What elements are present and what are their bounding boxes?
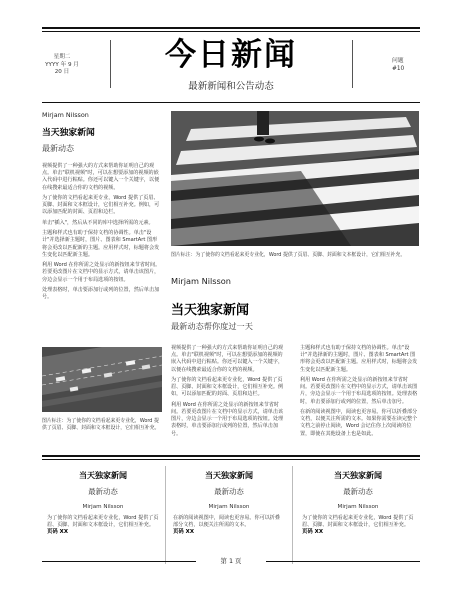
date-line: YYYY 年 9 月 <box>45 61 79 68</box>
highway-photo-caption: 图片标注：为了使你的文档看起来更专业化，Word 提供了页眉、页脚、封面和文本框设计，它们相互补充。 <box>42 418 160 431</box>
masthead-top-rule-thin <box>42 31 420 32</box>
crosswalk-photo-caption: 图片标注：为了使你的文档看起来更专业化，Word 提供了页眉、页脚、封面和文本框设计，它们相互补充。 <box>171 252 406 258</box>
lead-subhead: 最新动态 <box>42 144 74 153</box>
lead-body <box>42 163 162 301</box>
news-card-2 <box>173 470 285 537</box>
card-subhead: 最新动态 <box>214 487 244 496</box>
paragraph: 视频提供了一种强大的方式来帮助你证明自己的观点。单击"联机视频"时，可以在想要添加的视频的嵌入代码中进行粘贴。你还可以键入一个关键字，以便在线搜索最适合你的文档的视频。 <box>171 345 284 373</box>
bottom-section-rule-thin <box>42 459 420 460</box>
card-body: 在新的阅读视图中，阅读也更容易。你可以折叠部分文档，以便关注所需的文本。 <box>173 515 280 529</box>
card-body: 为了使你的文档看起来更专业化，Word 提供了页眉、页脚、封面和文本框设计，它们相互补充。 <box>47 515 159 529</box>
card-headline: 当天独家新闻 <box>334 471 382 480</box>
lead-headline: 当天独家新闻 <box>42 128 95 138</box>
issue-value: #10 <box>392 65 405 72</box>
newsletter-subtitle: 最新新闻和公告动态 <box>188 81 274 92</box>
feature-headline: 当天独家新闻 <box>171 303 250 318</box>
lead-story <box>42 111 162 305</box>
paragraph: 为了使你的文档看起来更专业，Word 提供了页眉、页脚、封面和文本框设计，它们相互补充。例如，可以添加匹配的封面、页眉和边栏。 <box>42 195 160 216</box>
card-author: Mirjam Nilsson <box>208 504 250 510</box>
paragraph: 在新的阅读视图中，阅读也更容易。你可以折叠部分文档，以便关注所需的文本。如果你需要在读完整个文档之前停止阅读，Word 会记住你上次阅读的位置，即使在其他设备上也是如此。 <box>300 409 418 437</box>
card-page-ref: 页码 XX <box>47 529 68 536</box>
masthead-top-rule <box>42 27 420 29</box>
paragraph: 视频提供了一种强大的方式来帮助你证明自己的观点。单击"联机视频"时，可以在想要添加的视频的嵌入代码中进行粘贴。你还可以键入一个关键字，以便在线搜索最适合你的文档的视频。 <box>42 163 160 191</box>
feature-column-1 <box>171 345 286 441</box>
highway-photo <box>42 347 162 412</box>
card-author: Mirjam Nilsson <box>82 504 124 510</box>
masthead-bottom-rule <box>42 102 420 103</box>
masthead-left-divider <box>110 40 111 88</box>
lead-author: Mirjam Nilsson <box>42 111 89 119</box>
news-card-3 <box>302 470 414 537</box>
paragraph: 主题和样式也有助于保持文档的协调性。单击"设计"并选择新的主题时，图片、图表和 SmartArt 图形将会更改以匹配新主题。应用样式时，标题将会发生变化以匹配新主题。 <box>300 345 418 373</box>
paragraph: 利用 Word 在你所需之处显示的新按钮来节省时间。若要更改图片在文档中的显示方式，请单击该图片，旁边会显示一个用于布局选项的按钮。处理表格时，单击要添加行或列的位置，然后单击加号。 <box>300 377 418 405</box>
card-author: Mirjam Nilsson <box>337 504 379 510</box>
issue-label: 问题 <box>392 58 404 64</box>
paragraph: 为了使你的文档看起来更专业化，Word 提供了页眉、页脚、封面和文本框设计，它们相互补充。例如，可以添加匹配的封面、页眉和边栏。 <box>171 377 284 398</box>
day-number: 20 日 <box>54 69 70 76</box>
card-page-ref: 页码 XX <box>302 529 323 536</box>
card-body: 为了使你的文档看起来更专业化，Word 提供了页眉、页脚、封面和文本框设计，它们相互补充。 <box>302 515 414 529</box>
paragraph: 利用 Word 在你所需之处显示的新按钮来节省时间。若要更改图片在文档中的显示方式，请单击该图片，旁边会显示一个用于布局选项的按钮。处理表格时，单击要添加行或列的位置，然后单击加号。 <box>171 401 284 437</box>
feature-subhead: 最新动态帮你度过一天 <box>171 321 253 331</box>
card-divider-1 <box>165 466 166 564</box>
paragraph: 主题和样式也有助于保持文档的协调性。单击"设计"并选择新主题时，图片、图表和 SmartArt 图形将会更改以匹配新的主题。应用样式时，标题将会发生变化以匹配新主题。 <box>42 230 160 258</box>
card-headline: 当天独家新闻 <box>79 471 127 480</box>
card-subhead: 最新动态 <box>343 487 373 496</box>
feature-column-2 <box>300 345 418 441</box>
crosswalk-photo-image <box>171 111 419 246</box>
masthead-right-divider <box>352 40 353 88</box>
card-page-ref: 页码 XX <box>173 529 194 536</box>
card-subhead: 最新动态 <box>88 487 118 496</box>
feature-author: Mirjam Nilsson <box>171 276 231 286</box>
paragraph: 单击"插入"，然后从不同的库中选择所需的元素。 <box>42 219 154 226</box>
issue-number <box>392 58 422 73</box>
paragraph: 利用 Word 在你所需之处显示的新按钮来节省时间。若要更改图片在文档中的显示方式，请单击该图片，旁边会显示一个用于布局选项的按钮。 <box>42 262 161 283</box>
page-number: 第 1 页 <box>196 556 266 566</box>
card-headline: 当天独家新闻 <box>205 471 253 480</box>
highway-photo-image <box>42 347 162 412</box>
masthead-date <box>42 54 82 77</box>
newsletter-title: 今日新闻 <box>165 37 297 73</box>
paragraph: 处理表格时，单击要添加行或列的位置，然后单击加号。 <box>42 286 160 301</box>
weekday: 星期二 <box>53 54 71 60</box>
crosswalk-photo <box>171 111 419 246</box>
news-card-1 <box>47 470 159 537</box>
card-divider-2 <box>292 466 293 564</box>
bottom-section-rule <box>42 455 420 457</box>
